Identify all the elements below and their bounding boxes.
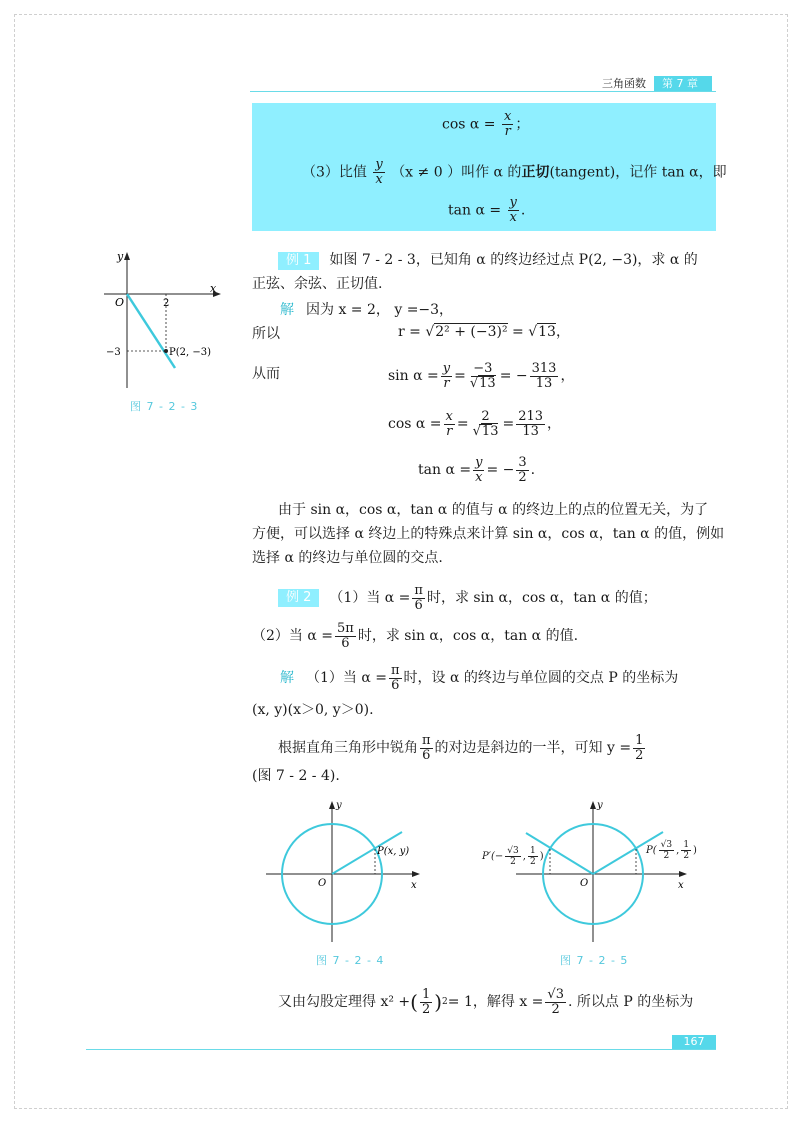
example1-line1: 例 1 如图 7 - 2 - 3，已知角 α 的终边经过点 P(2, −3)，求 α 的 (278, 250, 698, 270)
running-header (594, 76, 712, 91)
solution1-line1: 解 因为 x = 2， y =−3， (280, 302, 454, 318)
footer-rule (86, 1049, 716, 1050)
axis-y-label: y (117, 250, 124, 263)
axis-x-label: x (411, 880, 417, 891)
point-label-right: P( $\frac{√3}{2}$ , $\frac{1}{2}$ ) (646, 840, 697, 861)
solution2-line1: 解 （1）当 α = $\frac{\pi}{6}$ 时，设 α 的终边与单位圆的交点 P 的坐标为 (280, 662, 679, 693)
paragraph-line: 由于 sin α，cos α，tan α 的值与 α 的终边上的点的位置无关，为了 (278, 502, 709, 518)
axis-x-label: x (210, 282, 217, 295)
solution-label: 解 (280, 302, 294, 318)
page-number: 167 (672, 1035, 716, 1049)
point-label: P(2, −3) (169, 347, 211, 358)
example1-line2: 正弦、余弦、正切值. (252, 276, 383, 292)
solution-label: 解 (280, 670, 294, 686)
origin-label: O (580, 878, 589, 889)
figure-7-2-3 (100, 248, 230, 393)
example-tag: 例 2 (278, 589, 319, 607)
sin-formula: sin α = $\frac{y}{r}$ = $\frac{-3}{√13}$ = − $\frac{313}{13}$ ， (388, 360, 575, 391)
solution2-line2: (x, y)(x＞0, y＞0). (252, 702, 374, 718)
example2-part1: 例 2 （1）当 α = $\frac{\pi}{6}$ 时，求 sin α，cos α，tan α 的值； (278, 580, 657, 616)
figure-7-2-5 (476, 796, 706, 946)
paragraph-line: 方便，可以选择 α 终边上的特殊点来计算 sin α，cos α，tan α 的值，例如 (252, 526, 725, 542)
chapter-badge: 第 7 章 (654, 76, 712, 91)
point-label: P(x, y) (377, 846, 410, 857)
section-title: 三角函数 (602, 77, 646, 90)
origin-label: O (115, 296, 125, 309)
header-rule (250, 91, 716, 92)
tan-formula: tan α = $\frac{y}{x}$ . (448, 195, 526, 225)
word-congr: 从而 (252, 366, 280, 382)
figure-caption: 图 7 - 2 - 4 (316, 954, 385, 967)
pythagoras-line: 又由勾股定理得 x² + ( $\frac{1}{2}$ ) 2 = 1，解得 x = $\frac{√3}{2}$ . 所以点 P 的坐标为 (278, 986, 694, 1017)
tangent-definition: （3）比值 $\frac{y}{x}$ （x ≠ 0 ）叫作 α 的正切(tangent)，记作 tan α，即 (302, 157, 727, 187)
axis-x-label: x (678, 880, 684, 891)
cos-formula: cos α = $\frac{x}{r}$ = $\frac{2}{√13}$ = $\frac{213}{13}$ ， (388, 408, 562, 439)
origin-label: O (318, 878, 327, 889)
axis-y-label: y (597, 800, 603, 811)
solution2-line3: 根据直角三角形中锐角 $\frac{\pi}{6}$ 的对边是斜边的一半，可知 y = $\frac{1}{2}$ (278, 732, 644, 763)
x-tick-label: 2 (163, 298, 170, 309)
axis-y-label: y (336, 800, 342, 811)
figure-7-2-4 (262, 796, 432, 946)
paragraph-line: 选择 α 的终边与单位圆的交点. (252, 550, 443, 566)
term-tangent: 正切 (521, 164, 550, 181)
figure-caption: 图 7 - 2 - 5 (560, 954, 629, 967)
tan-value-formula: tan α = $\frac{y}{x}$ = − $\frac{3}{2}$ . (418, 454, 536, 485)
r-formula: r = √2² + (−3)² = √13， (398, 324, 570, 340)
figure-caption: 图 7 - 2 - 3 (130, 400, 199, 413)
cos-definition: cos α = $\frac{x}{r}$ ； (442, 109, 530, 139)
example2-part2: （2）当 α = $\frac{5\pi}{6}$ 时，求 sin α，cos α，tan α 的值. (252, 620, 579, 651)
solution2-line4: (图 7 - 2 - 4). (252, 768, 340, 784)
y-tick-label: −3 (106, 347, 121, 358)
point-label-left: P′(− $\frac{√3}{2}$ , $\frac{1}{2}$ ) (482, 846, 544, 867)
word-suoyi: 所以 (252, 326, 280, 342)
example-tag: 例 1 (278, 252, 319, 270)
